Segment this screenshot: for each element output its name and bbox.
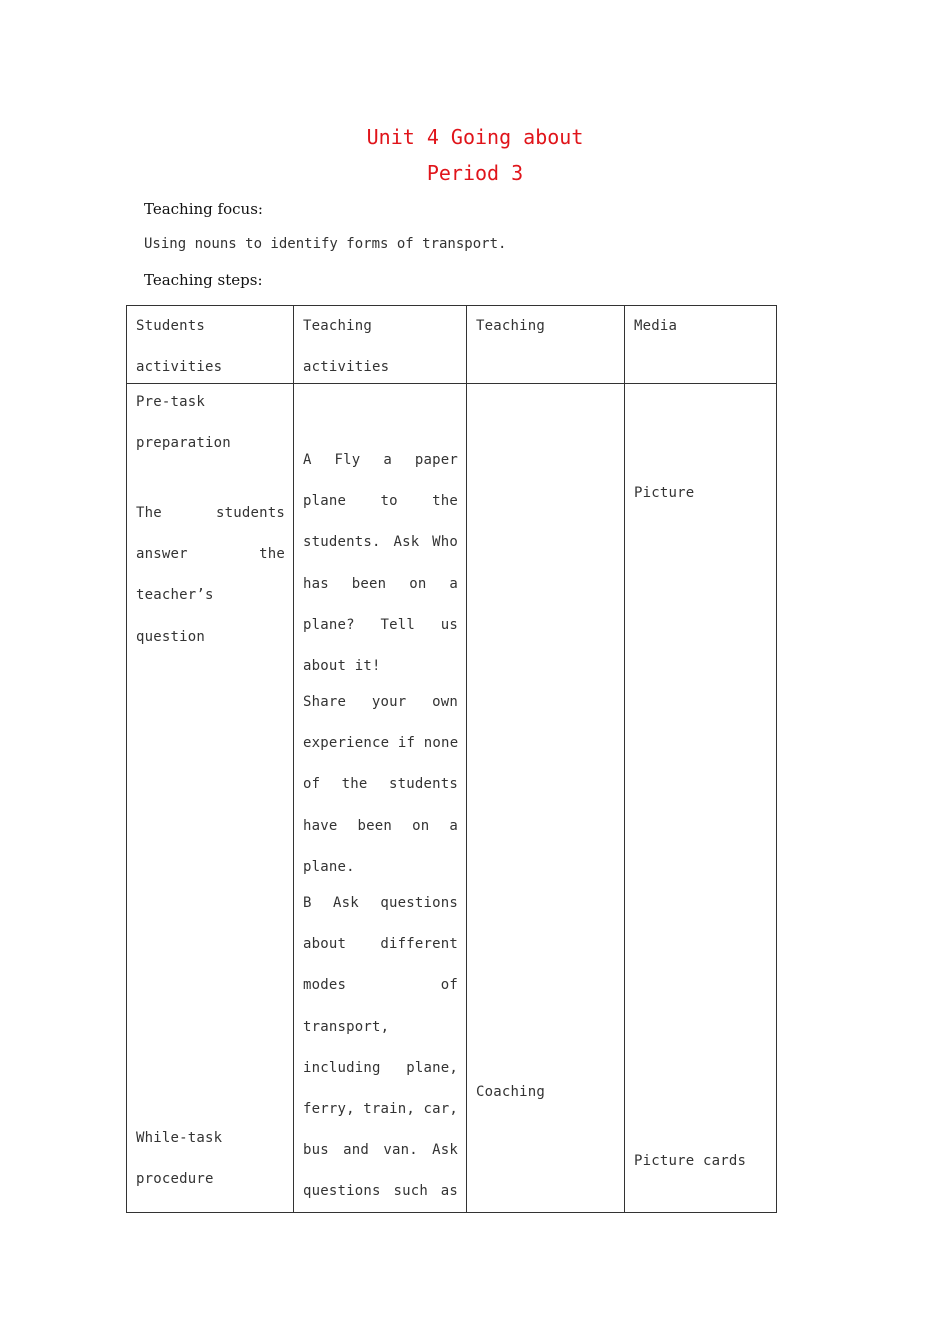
media-cell [625,384,777,1213]
word: modes [303,977,347,994]
word: own [432,694,458,710]
text-line [303,646,458,687]
text-line [303,1089,458,1130]
word: different [380,936,458,953]
word: Ask [393,534,420,551]
text-line [303,440,458,481]
word: ferry, [303,1100,355,1117]
word: been [351,575,387,592]
word: the [341,776,368,793]
text-line [303,564,458,605]
header-cell-media [625,306,777,384]
cell-text: While-task [136,1130,223,1146]
text-line [303,723,458,764]
word: and [343,1142,370,1159]
word: been [357,817,393,834]
word: The [136,505,162,521]
teaching-focus-text: Using nouns to identify forms of transport. [144,236,507,252]
document-title: Unit 4 Going about [366,125,584,149]
word: the [259,546,285,563]
text-line [303,605,458,646]
coaching-text: Coaching [476,1084,546,1100]
word: Tell [380,616,416,633]
text-line [303,1048,458,1089]
header-text: Media [634,318,678,334]
word: a [383,452,392,468]
teaching-focus-label: Teaching focus: [144,200,263,218]
word: questions [303,1183,381,1200]
text-line [136,493,285,534]
word: transport, [303,1018,390,1035]
text-line [303,924,458,965]
header-text: Students [136,318,206,334]
word: A [303,452,312,468]
text-line [303,1171,458,1212]
table-header-row [127,306,777,384]
word: of [303,776,321,793]
text-line [303,965,458,1006]
word: such [393,1183,428,1200]
table-row [127,384,777,1213]
word: a [449,817,458,834]
word: students. [303,534,381,551]
word: have [303,817,338,834]
header-cell-teaching [467,306,625,384]
word: to [380,493,398,510]
cell-text: preparation [136,435,231,452]
word: Who [432,534,458,551]
text-line [303,883,458,924]
word: students [215,505,285,521]
word: experience if none [303,735,459,752]
answer-block [136,493,285,658]
word: van. [383,1142,418,1159]
text-line [303,1130,458,1171]
word: has [303,575,329,592]
word: train, [363,1100,416,1117]
word: bus [303,1142,329,1159]
word: on [412,817,430,834]
word: about [303,936,347,953]
word: Fly [334,452,361,468]
teaching-cell [467,384,625,1213]
text-line [303,764,458,805]
text-line [303,847,458,888]
teaching-activities-cell [294,384,467,1213]
header-cell-students-activities [127,306,294,384]
word: students [388,776,458,793]
word: of [440,977,458,994]
teaching-steps-label: Teaching steps: [144,271,263,289]
word: teacher’s [136,587,214,604]
word: car, [423,1100,458,1117]
word: answer [136,546,188,563]
media-picture-text: Picture [634,485,695,501]
word: plane. [303,858,355,875]
word: on [409,575,427,592]
text-line [136,575,285,616]
word: Ask [432,1142,458,1159]
word: a [449,575,458,592]
text-line [303,1007,458,1048]
pre-task-block [136,382,285,464]
word: paper [414,452,458,468]
word: the [432,493,458,510]
word: B [303,895,312,911]
step-b-block [303,883,458,1213]
word: as [440,1183,458,1200]
header-text: activities [136,359,223,376]
text-line [303,481,458,522]
header-text: Teaching [303,318,373,334]
text-line [303,806,458,847]
cell-text: procedure [136,1171,214,1188]
share-block [303,682,458,888]
word: question [136,628,206,645]
word: us [440,616,458,633]
header-text: Teaching [476,318,546,334]
document-subtitle: Period 3 [426,161,524,185]
word: Ask [333,895,359,911]
word: including [303,1059,381,1076]
students-activities-cell [127,384,294,1213]
text-line [303,522,458,563]
media-picture-cards-text: Picture cards [634,1153,747,1169]
word: about it! [303,657,381,674]
text-line [136,617,285,658]
text-line [303,682,458,723]
word: plane [303,493,347,510]
word: your [371,694,407,710]
while-task-block [136,1118,285,1200]
header-text: activities [303,359,390,376]
cell-text: Pre-task [136,394,206,410]
header-cell-teaching-activities [294,306,467,384]
word: Share [303,694,347,710]
word: plane? [303,616,355,633]
step-a-block [303,440,458,687]
word: plane, [406,1059,458,1076]
text-line [136,534,285,575]
word: questions [380,895,458,911]
teaching-steps-table [126,305,777,1213]
